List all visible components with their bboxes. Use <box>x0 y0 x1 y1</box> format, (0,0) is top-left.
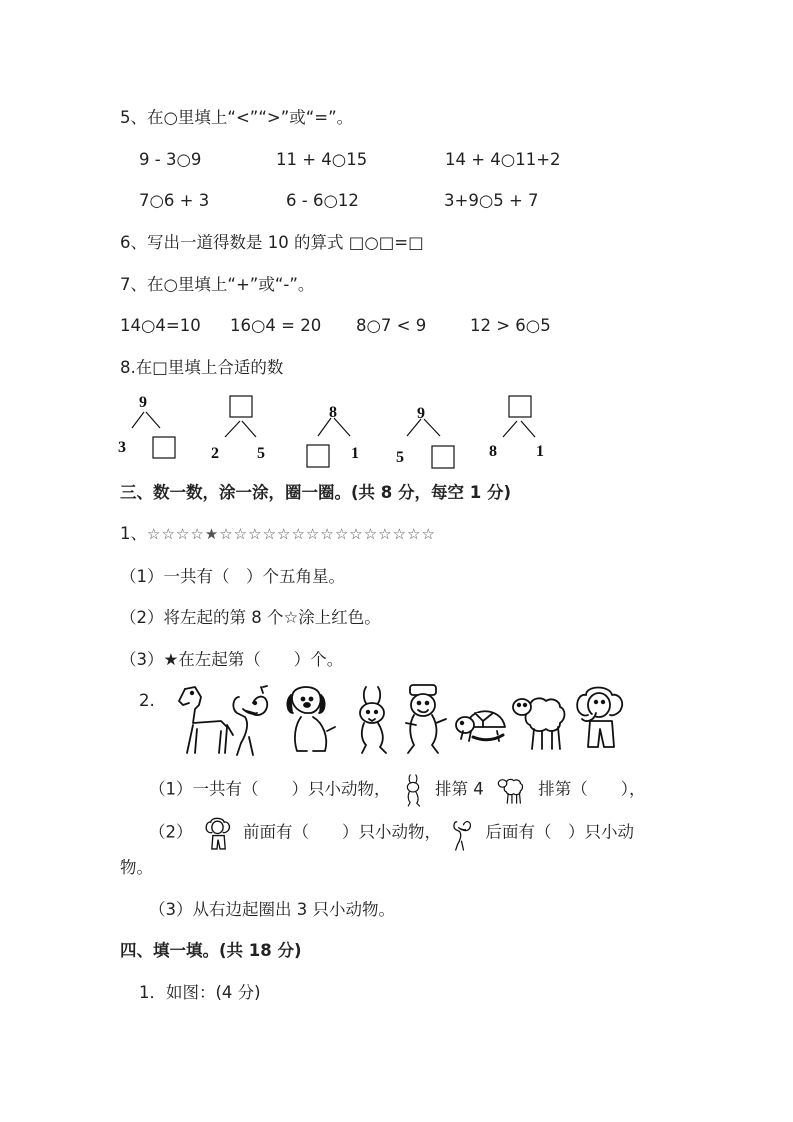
sheep-icon <box>513 698 565 749</box>
dog-icon <box>233 686 267 755</box>
puppy-icon <box>287 687 335 751</box>
s3-p2-label: 2. <box>139 691 155 710</box>
q5-r1-c2: 11 + 4○15 <box>276 150 368 169</box>
s3-p2-1a: （1）一共有（ ）只小动物， <box>149 779 391 799</box>
tree4-left: 5 <box>396 449 404 466</box>
elephant-icon <box>198 816 238 850</box>
animal-row <box>165 683 635 758</box>
tree3-right: 1 <box>351 445 359 462</box>
monkey-icon <box>406 685 446 753</box>
s3-p2-2c: 后面有（ ）只小动 <box>485 822 634 842</box>
s3-p2-2a: （2） <box>149 822 193 842</box>
s3-p1-2: （2）将左起的第 8 个☆涂上红色。 <box>120 608 381 627</box>
tree4-top: 9 <box>417 405 425 422</box>
q5-r2-c3: 3+9○5 + 7 <box>444 191 539 210</box>
s3-p2-2d: 物。 <box>120 858 153 877</box>
q7-r1-c3: 8○7 < 9 <box>356 316 427 335</box>
star-row: ☆☆☆☆★☆☆☆☆☆☆☆☆☆☆☆☆☆☆☆ <box>147 525 436 543</box>
rabbit-icon <box>396 773 430 807</box>
s3-p2-1b: 排第 4 <box>435 779 484 799</box>
s3-p1-line <box>120 523 436 545</box>
s3-p2-1-line <box>149 773 646 807</box>
q5-title: 5、在○里填上“<”“>”或“=”。 <box>120 108 354 127</box>
s3-p2-1c: 排第（ ）， <box>538 779 646 799</box>
tree3-top: 8 <box>329 404 337 421</box>
s3-p2-3: （3）从右边起圈出 3 只小动物。 <box>149 900 395 919</box>
tree5-top-box[interactable] <box>509 396 531 417</box>
q7-r1-c4: 12 > 6○5 <box>470 316 551 335</box>
q7-r1-c2: 16○4 = 20 <box>230 316 322 335</box>
q8-title: 8.在□里填上合适的数 <box>120 358 284 377</box>
section3-title: 三、数一数，涂一涂，圈一圈。(共 8 分，每空 1 分) <box>120 483 512 502</box>
q5-r1-c3: 14 + 4○11+2 <box>445 150 561 169</box>
elephant-icon <box>577 688 622 748</box>
s3-p2-2-line <box>149 815 634 851</box>
q7-r1-c1: 14○4=10 <box>120 316 201 335</box>
sheep-icon <box>489 775 533 805</box>
q7-title: 7、在○里填上“+”或“-”。 <box>120 275 315 294</box>
dog-icon <box>446 815 480 851</box>
tree5-left: 8 <box>489 443 497 460</box>
s3-p1-1: （1）一共有（ ）个五角星。 <box>120 567 345 586</box>
number-trees <box>110 390 570 470</box>
rabbit-icon <box>360 687 386 753</box>
horse-icon <box>179 687 233 753</box>
tree1-top: 9 <box>139 394 147 411</box>
tree4-right-box[interactable] <box>432 446 454 468</box>
q5-r2-c1: 7○6 + 3 <box>139 191 210 210</box>
tree5-right: 1 <box>536 443 544 460</box>
tree2-right: 5 <box>257 445 265 462</box>
turtle-icon <box>456 711 505 741</box>
tree2-left: 2 <box>211 445 219 462</box>
section4-title: 四、填一填。(共 18 分) <box>120 941 302 960</box>
s4-p1: 1．如图：(4 分) <box>139 983 261 1002</box>
tree3-left-box[interactable] <box>307 445 329 467</box>
q5-r2-c2: 6 - 6○12 <box>286 191 359 210</box>
tree1-left: 3 <box>118 439 126 456</box>
s3-p1-label: 1、 <box>120 524 147 543</box>
q6-title: 6、写出一道得数是 10 的算式 □○□=□ <box>120 233 424 252</box>
tree2-top-box[interactable] <box>230 396 252 417</box>
s3-p2-2b: 前面有（ ）只小动物， <box>243 822 441 842</box>
s3-p1-3: （3）★在左起第（ ）个。 <box>120 650 344 669</box>
q5-r1-c1: 9 - 3○9 <box>139 150 202 169</box>
tree1-right-box[interactable] <box>153 437 175 458</box>
